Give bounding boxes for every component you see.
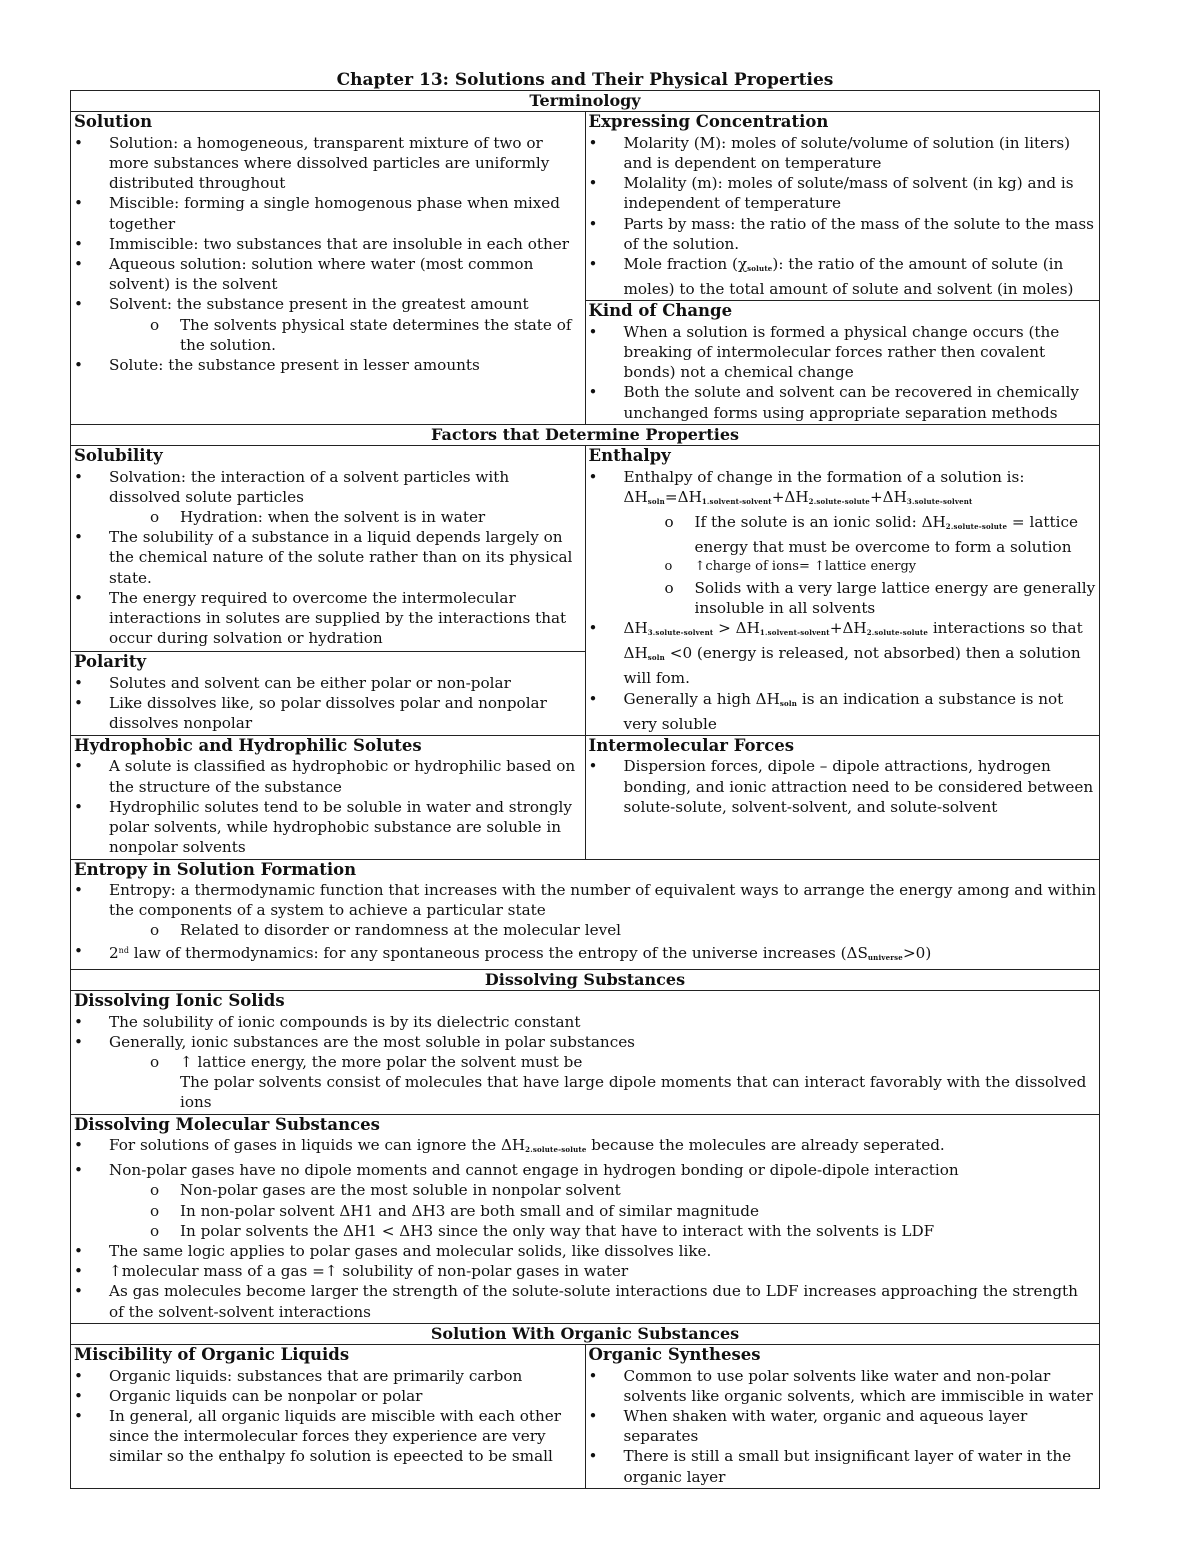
list-polarity	[74, 673, 583, 734]
delta-h: ΔH	[623, 487, 648, 506]
section-heading-organic: Solution With Organic Substances	[71, 1323, 1100, 1344]
list-ionic	[74, 1012, 1097, 1113]
list-item	[589, 254, 1098, 299]
list-change	[589, 322, 1098, 423]
subscript: 2.solute-solute	[866, 627, 928, 637]
plus-delta-h: +ΔH	[771, 487, 809, 506]
cell-enthalpy	[585, 446, 1100, 736]
sub-list-item: o The solvents physical state determines the state of the solution.	[74, 315, 583, 355]
enthalpy-equation	[624, 488, 973, 506]
list-imf	[589, 756, 1098, 817]
cell-expressing-concentration	[585, 112, 1100, 301]
subscript: soln	[647, 496, 665, 506]
list-item: • A solute is classified as hydrophobic or hydrophilic based on the structure of the substance	[74, 756, 583, 796]
list-syntheses	[589, 1366, 1098, 1487]
cell-solution	[71, 112, 586, 425]
text-part: <0 (energy is released, not absorbed) then a solution will fom.	[623, 644, 1081, 688]
sub-list	[74, 1052, 1097, 1072]
cell-miscibility	[71, 1345, 586, 1489]
text-part: If the solute is an ionic solid: ΔH	[694, 512, 946, 531]
sub-list-item: o Related to disorder or randomness at the molecular level	[74, 920, 1097, 940]
list-item: • The energy required to overcome the intermolecular interactions in solutes are supplied by the interactions that occur during solvation or hydration	[74, 588, 583, 649]
sub-list-item: o Non-polar gases are the most soluble in nonpolar solvent	[74, 1180, 1097, 1200]
section-row-dissolving	[71, 969, 1100, 990]
list-item	[74, 467, 583, 528]
list-item-text: Non-polar gases have no dipole moments and cannot engage in hydrogen bonding or dipole-dipole interaction	[109, 1161, 959, 1180]
list-item: • Solution: a homogeneous, transparent mixture of two or more substances where dissolved particles are uniformly distributed throughout	[74, 133, 583, 194]
sub-list	[74, 920, 1097, 940]
indented-paragraph: The polar solvents consist of molecules that have large dipole moments that can interact favorably with the dissolved ions	[180, 1073, 1087, 1112]
text-part: law of thermodynamics: for any spontaneous process the entropy of the universe increases (ΔS	[128, 943, 868, 962]
list-item: • When a solution is formed a physical change occurs (the breaking of intermolecular forces rather then covalent bonds) not a chemical change	[589, 322, 1098, 383]
sub-list-item: o In polar solvents the ΔH1 < ΔH3 since the only way that have to interact with the solvents is LDF	[74, 1221, 1097, 1241]
list-item	[74, 941, 1097, 968]
dissolving-row-2	[71, 1114, 1100, 1323]
list-item: • Hydrophilic solutes tend to be soluble in water and strongly polar solvents, while hydrophobic substance are soluble in nonpolar solvents	[74, 797, 583, 858]
list-item	[589, 618, 1098, 689]
list-molecular	[74, 1135, 1097, 1322]
list-concentration	[589, 133, 1098, 300]
heading-intermolecular-forces: Intermolecular Forces	[588, 735, 795, 755]
cell-hydrophobic	[71, 735, 586, 859]
list-item	[74, 1135, 1097, 1160]
subscript: 2.solute-solute	[945, 521, 1008, 531]
cell-entropy	[71, 859, 1100, 969]
text-part: > ΔH	[713, 618, 760, 637]
list-miscibility	[74, 1366, 583, 1467]
list-item: • Dispersion forces, dipole – dipole attractions, hydrogen bonding, and ionic attraction need to be considered between solute-solute, solvent-solvent, and solute-solvent	[589, 756, 1098, 817]
text-part: ): the ratio of the amount of solute (in moles) to the total amount of solute and solvent (in moles)	[623, 254, 1074, 299]
heading-dissolving-molecular: Dissolving Molecular Substances	[74, 1114, 380, 1134]
heading-polarity: Polarity	[74, 652, 147, 672]
text-part: because the molecules are already seperated.	[586, 1136, 945, 1155]
list-item: • When shaken with water, organic and aqueous layer separates	[589, 1406, 1098, 1446]
heading-enthalpy: Enthalpy	[588, 446, 671, 466]
list-item: • Both the solute and solvent can be recovered in chemically unchanged forms using appropriate separation methods	[589, 382, 1098, 422]
cell-dissolving-molecular	[71, 1114, 1100, 1323]
sub-list	[74, 507, 583, 527]
list-item: • Immiscible: two substances that are insoluble in each other	[74, 234, 583, 254]
list-solubility	[74, 467, 583, 649]
list-item	[589, 467, 1098, 618]
subscript: 3.solute-solvent	[906, 496, 973, 506]
text-part: Generally a high ΔH	[623, 689, 780, 708]
text-part: = lattice energy that must be overcome to form a solution	[694, 512, 1078, 557]
delta-h: ΔH	[623, 618, 648, 637]
text-part: For solutions of gases in liquids we can ignore the ΔH	[109, 1136, 526, 1155]
list-item	[74, 294, 583, 355]
list-item: • Organic liquids can be nonpolar or polar	[74, 1386, 583, 1406]
text-part: >0)	[902, 943, 932, 962]
list-item: • As gas molecules become larger the strength of the solute-solute interactions due to LDF increases approaching the strength of the solvent-solvent interactions	[74, 1281, 1097, 1321]
cell-dissolving-ionic	[71, 991, 1100, 1115]
heading-solubility: Solubility	[74, 446, 163, 466]
subscript: 1.solvent-solvent	[759, 627, 830, 637]
dissolving-row	[71, 991, 1100, 1115]
cell-intermolecular-forces	[585, 735, 1100, 859]
sub-list-item	[589, 512, 1098, 557]
list-item: • Miscible: forming a single homogenous phase when mixed together	[74, 193, 583, 233]
document-title: Chapter 13: Solutions and Their Physical Properties	[336, 70, 834, 90]
text-part: interactions so that ΔH	[623, 618, 1083, 663]
plus-delta-h: +ΔH	[829, 618, 867, 637]
section-heading-terminology: Terminology	[71, 91, 1100, 112]
list-item: • The solubility of ionic compounds is by its dielectric constant	[74, 1012, 1097, 1032]
heading-miscibility: Miscibility of Organic Liquids	[74, 1345, 350, 1365]
heading-dissolving-ionic: Dissolving Ionic Solids	[74, 991, 285, 1011]
subscript: universe	[867, 952, 903, 962]
section-row-terminology	[71, 91, 1100, 112]
superscript: nd	[118, 945, 129, 955]
factors-row-4	[71, 859, 1100, 969]
list-item	[74, 880, 1097, 941]
list-enthalpy	[589, 467, 1098, 734]
heading-entropy: Entropy in Solution Formation	[74, 859, 357, 879]
list-item: • In general, all organic liquids are miscible with each other since the intermolecular forces they experience are very similar so the enthalpy fo solution is epeected to be small	[74, 1406, 583, 1467]
list-item-text: Generally, ionic substances are the most soluble in polar substances	[109, 1032, 635, 1051]
factors-row-3	[71, 735, 1100, 859]
equals-delta-h: =ΔH	[664, 487, 702, 506]
section-row-factors	[71, 424, 1100, 445]
list-item-text: Enthalpy of change in the formation of a solution is:	[623, 467, 1025, 486]
notes-table	[70, 90, 1100, 1489]
organic-row	[71, 1345, 1100, 1489]
list-item: • The same logic applies to polar gases and molecular solids, like dissolves like.	[74, 1241, 1097, 1261]
list-item: • Molality (m): moles of solute/mass of solvent (in kg) and is independent of temperature	[589, 173, 1098, 213]
subscript: 3.solute-solvent	[647, 627, 714, 637]
sub-list-item: o In non-polar solvent ΔH1 and ΔH3 are both small and of similar magnitude	[74, 1201, 1097, 1221]
subscript: 2.solute-solute	[808, 496, 870, 506]
text-part: 2	[109, 943, 119, 962]
cell-solubility	[71, 446, 586, 652]
list-item: • Molarity (M): moles of solute/volume of solution (in liters) and is dependent on temperature	[589, 133, 1098, 173]
text-part: Mole fraction (χ	[623, 254, 748, 273]
list-item: • There is still a small but insignificant layer of water in the organic layer	[589, 1446, 1098, 1486]
subscript: 1.solvent-solvent	[701, 496, 772, 506]
section-heading-factors: Factors that Determine Properties	[71, 424, 1100, 445]
subscript: 2.solute-solute	[525, 1145, 587, 1155]
list-hydrophobic	[74, 756, 583, 857]
factors-row	[71, 446, 1100, 652]
list-item: • ↑molecular mass of a gas =↑ solubility of non-polar gases in water	[74, 1261, 1097, 1281]
sub-list	[74, 1180, 1097, 1241]
terminology-row	[71, 112, 1100, 301]
list-item: • The solubility of a substance in a liquid depends largely on the chemical nature of the solute rather than on its physical state.	[74, 527, 583, 588]
heading-expressing-concentration: Expressing Concentration	[588, 112, 829, 132]
list-item: • Common to use polar solvents like water and non-polar solvents like organic solvents, which are immiscible in water	[589, 1366, 1098, 1406]
cell-organic-syntheses	[585, 1345, 1100, 1489]
list-item: • Solutes and solvent can be either polar or non-polar	[74, 673, 583, 693]
list-item: • Solute: the substance present in lesser amounts	[74, 355, 583, 375]
cell-polarity	[71, 652, 586, 736]
heading-organic-syntheses: Organic Syntheses	[588, 1345, 761, 1365]
list-item	[74, 1032, 1097, 1113]
list-item-text: Solvation: the interaction of a solvent particles with dissolved solute particles	[109, 467, 510, 506]
list-item: • Parts by mass: the ratio of the mass of the solute to the mass of the solution.	[589, 214, 1098, 254]
list-item: • Like dissolves like, so polar dissolves polar and nonpolar dissolves nonpolar	[74, 693, 583, 733]
section-row-organic	[71, 1323, 1100, 1344]
sub-list	[74, 315, 583, 355]
list-item: • Aqueous solution: solution where water (most common solvent) is the solvent	[74, 254, 583, 294]
list-solution	[74, 133, 583, 375]
sub-list-item: o ↑charge of ions= ↑lattice energy	[589, 557, 1098, 577]
sub-list	[589, 512, 1098, 618]
sub-list-item: o Hydration: when the solvent is in water	[74, 507, 583, 527]
section-heading-dissolving: Dissolving Substances	[71, 969, 1100, 990]
document-page	[70, 70, 1100, 1489]
cell-kind-of-change	[585, 301, 1100, 425]
list-item	[74, 1160, 1097, 1241]
subscript: soln	[779, 698, 798, 708]
list-item	[589, 689, 1098, 734]
list-entropy	[74, 880, 1097, 968]
list-item: • Organic liquids: substances that are primarily carbon	[74, 1366, 583, 1386]
text-part: is an indication a substance is not very soluble	[623, 689, 1064, 733]
heading-kind-of-change: Kind of Change	[588, 301, 733, 321]
list-item-text: Entropy: a thermodynamic function that increases with the number of equivalent ways to arrange the energy among and within the components of a system to achieve a particular state	[109, 881, 1097, 920]
heading-solution: Solution	[74, 112, 153, 132]
plus-delta-h: +ΔH	[869, 487, 907, 506]
heading-hydrophobic: Hydrophobic and Hydrophilic Solutes	[74, 735, 422, 755]
sub-list-item: o Solids with a very large lattice energy are generally insoluble in all solvents	[589, 578, 1098, 618]
subscript: soln	[647, 653, 665, 663]
sub-list-item: o ↑ lattice energy, the more polar the solvent must be	[74, 1052, 1097, 1072]
list-item-text: Solvent: the substance present in the greatest amount	[109, 295, 529, 314]
subscript: solute	[747, 263, 773, 273]
